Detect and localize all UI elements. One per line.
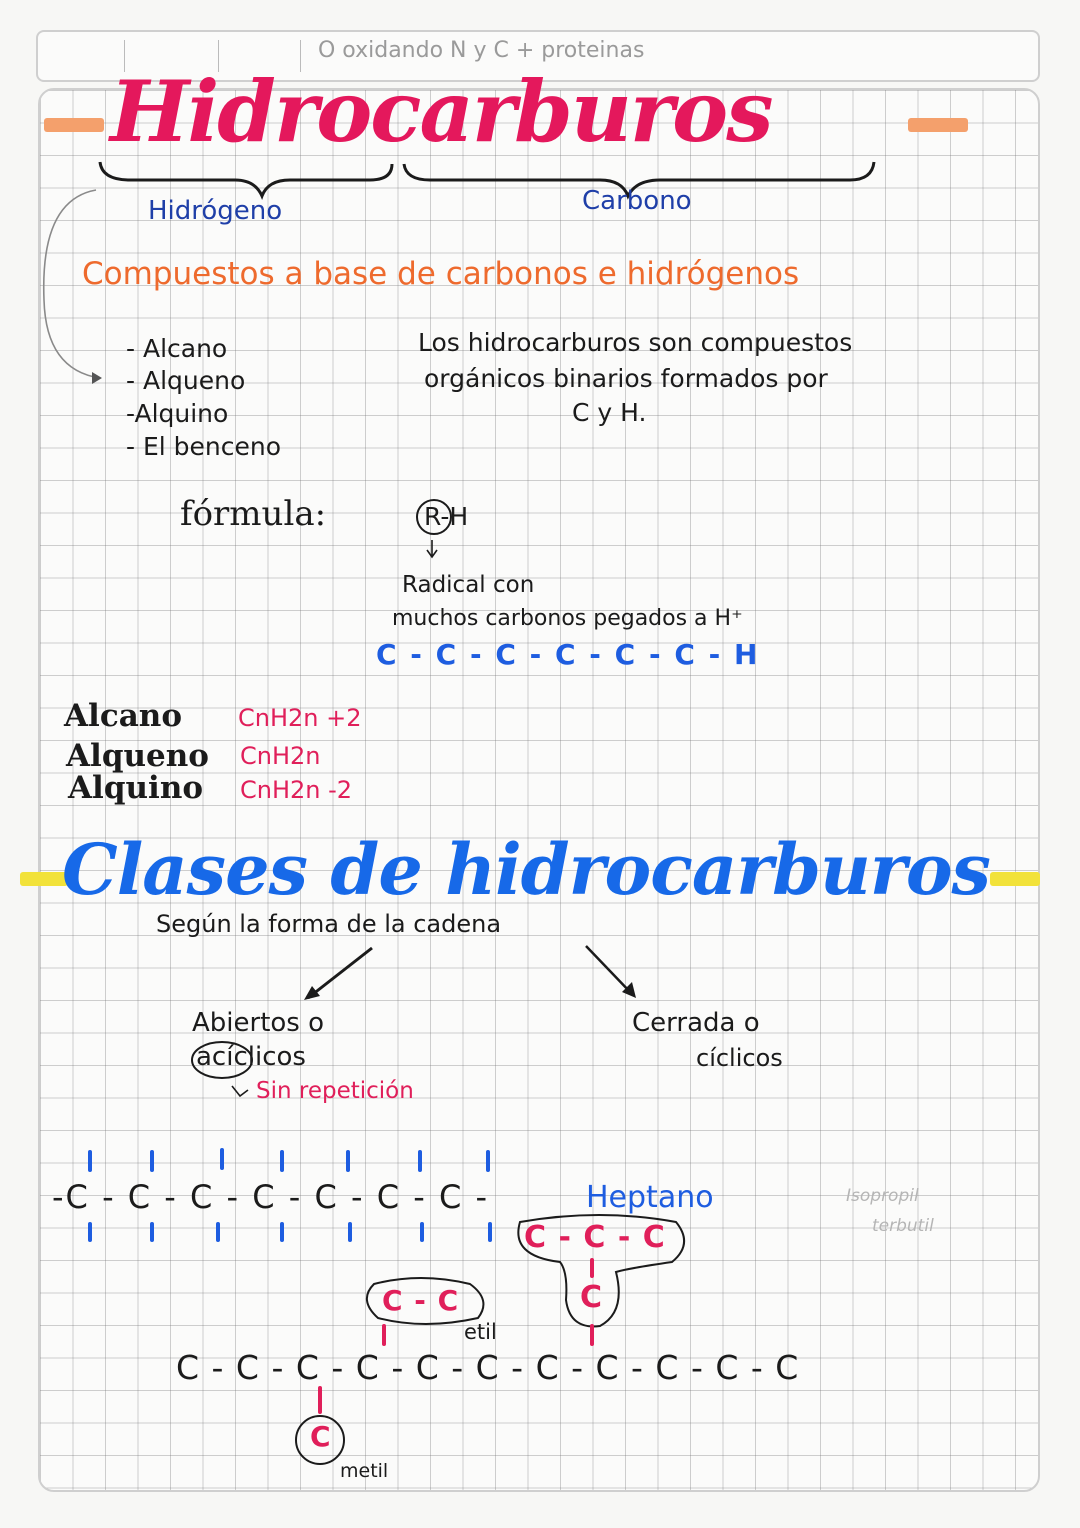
- formula-label: fórmula:: [180, 494, 327, 534]
- heptane-chain: -C - C - C - C - C - C - C -: [52, 1178, 490, 1216]
- formula-name: Alcano: [64, 698, 183, 734]
- section-title: Clases de hidrocarburos: [62, 828, 990, 911]
- radical-note: muchos carbonos pegados a H⁺: [392, 606, 743, 631]
- ethyl-label: etil: [464, 1320, 497, 1344]
- heptane-bonds-top: [90, 1150, 488, 1170]
- formula-name: Alqueno: [66, 738, 209, 774]
- section-highlight-left: [20, 872, 68, 886]
- arrow-left: [308, 948, 372, 998]
- list-item: -Alquino: [126, 399, 229, 428]
- closed-chain-label: Cerrada o: [632, 1008, 760, 1038]
- page-title: Hidrocarburos: [110, 62, 772, 161]
- section-highlight-right: [990, 872, 1040, 886]
- side-note: Isopropil: [846, 1186, 919, 1206]
- heptane-bonds-bottom: [90, 1224, 490, 1240]
- description-line: C y H.: [572, 398, 647, 427]
- methyl-label: metil: [340, 1460, 389, 1482]
- ethyl-group: C - C: [382, 1284, 460, 1317]
- brace-label-carbon: Carbono: [582, 186, 692, 216]
- top-note: O oxidando N y C + proteinas: [318, 38, 645, 63]
- definition-heading: Compuestos a base de carbonos e hidrógenos: [82, 256, 800, 292]
- description-line: orgánicos binarios formados por: [424, 364, 828, 393]
- heptane-label: Heptano: [586, 1180, 714, 1215]
- brace-label-hydrogen: Hidrógeno: [148, 196, 283, 226]
- substituent-bonds: [320, 1260, 592, 1412]
- formula-value: CnH2n -2: [240, 776, 353, 804]
- radical-note: Radical con: [402, 572, 535, 598]
- open-chain-label: Abiertos o: [192, 1008, 325, 1038]
- formula-name: Alquino: [68, 770, 204, 806]
- propyl-group: C - C - C: [524, 1220, 666, 1255]
- brace-left: [100, 162, 392, 196]
- list-item: - El benceno: [126, 432, 282, 461]
- formula-expression: R-H: [424, 502, 469, 531]
- classification-criterion: Según la forma de la cadena: [156, 910, 502, 938]
- open-chain-note: Sin repetición: [256, 1078, 414, 1104]
- open-chain-label: acíclicos: [196, 1042, 306, 1072]
- arrow-right: [586, 946, 632, 994]
- branched-main-chain: C - C - C - C - C - C - C - C - C - C - C: [176, 1348, 800, 1387]
- methyl-group: C: [310, 1420, 331, 1453]
- list-item: - Alcano: [126, 334, 228, 363]
- arrow-left-head: [304, 986, 320, 1000]
- curved-arrow-head: [92, 372, 102, 384]
- formula-value: CnH2n +2: [238, 704, 362, 732]
- side-note: terbutil: [872, 1216, 934, 1236]
- radical-arrow: [427, 540, 437, 557]
- note-arrow: [232, 1086, 248, 1096]
- closed-chain-label: cíclicos: [696, 1044, 783, 1072]
- propyl-group-bottom: C: [580, 1280, 603, 1315]
- description-line: Los hidrocarburos son compuestos: [418, 328, 853, 357]
- radical-chain: C - C - C - C - C - C - H: [376, 638, 760, 671]
- formula-value: CnH2n: [240, 742, 321, 770]
- list-item: - Alqueno: [126, 366, 246, 395]
